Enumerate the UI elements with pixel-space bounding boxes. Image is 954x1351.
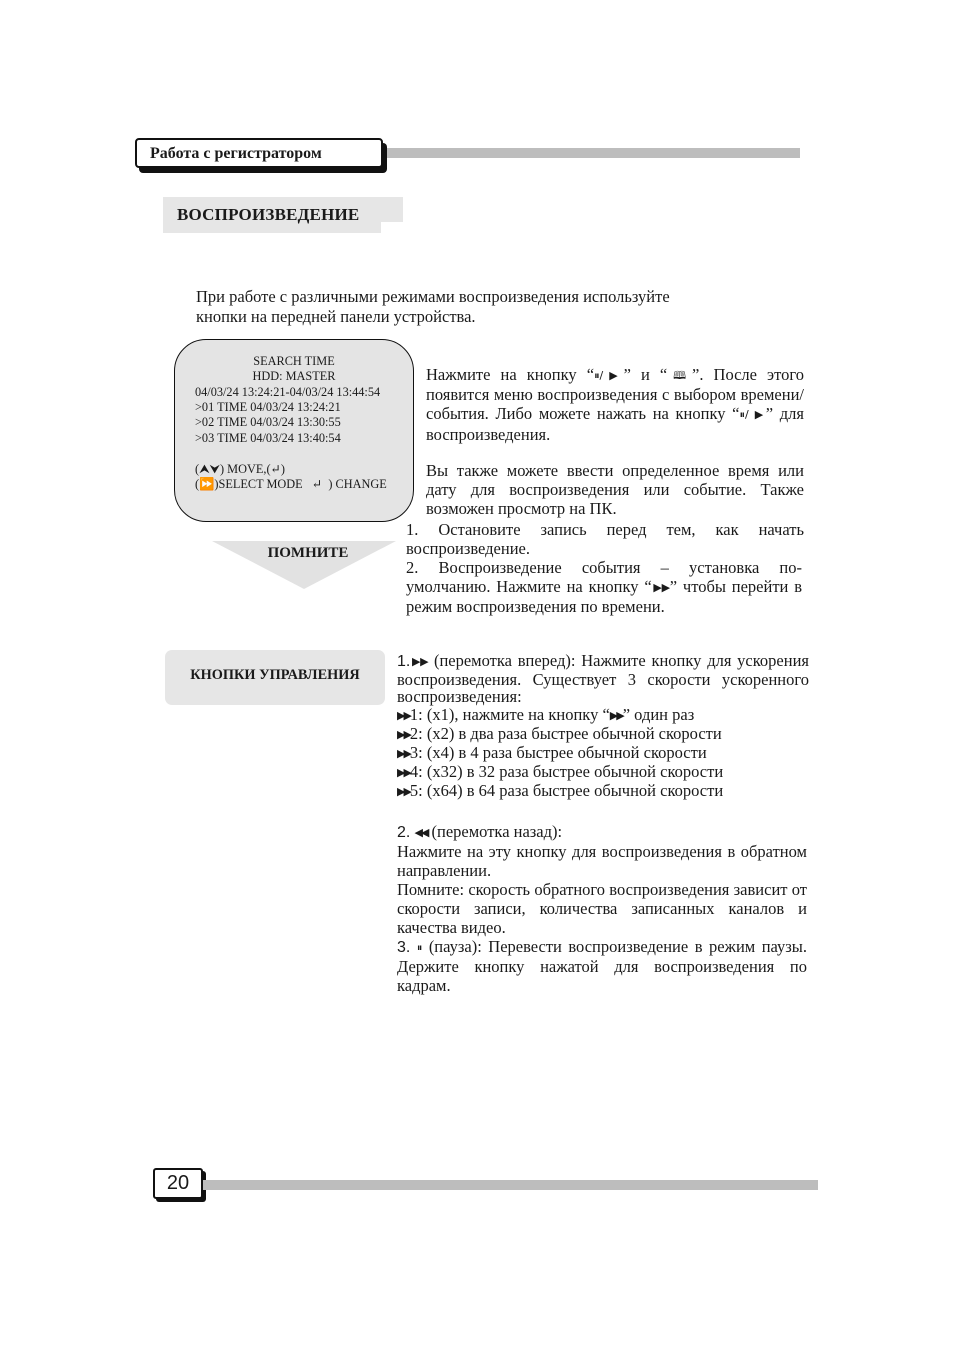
fast-forward-icon: ▶▶: [410, 655, 429, 668]
text-run: (пауза): Перевести воспроизведение в режим паузы. Держите кнопку нажатой для воспроизведения по кадрам.: [397, 937, 807, 996]
screen-select-hint: (⏩)SELECT MODE ↵ ) CHANGE: [195, 477, 387, 491]
text-run: ” для воспроизведения.: [426, 404, 805, 444]
text-run: ” и “: [623, 365, 668, 384]
screen-range: 04/03/24 13:24:21-04/03/24 13:44:54: [195, 385, 381, 399]
controls-label: КНОПКИ УПРАВЛЕНИЯ: [190, 667, 360, 683]
speed-item: [397, 762, 817, 782]
header-rule: [386, 148, 800, 158]
screen-entry: >01 TIME 04/03/24 13:24:21: [195, 400, 341, 414]
pause-play-icon: ⏸/ ▶: [739, 408, 766, 422]
screen-entry: >02 TIME 04/03/24 13:30:55: [195, 415, 341, 429]
text-run: ” один раз: [622, 705, 695, 724]
intro-line-1: При работе с различными режимами воспроизведения используйте: [196, 287, 670, 306]
text-run: 3: (x4) в 4 раза быстрее обычной скорости: [409, 743, 707, 762]
note-event-default: [406, 558, 802, 617]
text-run: (перемотка вперед): Нажмите кнопку для ускорения воспроизведения. Существует 3 скорости ускоренного воспроизведения:: [397, 651, 809, 706]
text-run: (перемотка назад):: [427, 822, 563, 841]
rewind-note: Помните: скорость обратного воспроизведения зависит от скорости записи, количества записанных каналов и качества видео.: [397, 880, 807, 938]
fast-forward-paragraph: [397, 652, 809, 706]
remember-label: ПОМНИТЕ: [267, 545, 349, 561]
rewind-title: [397, 822, 807, 842]
screen-title: SEARCH TIME: [253, 354, 335, 368]
speed-item: [397, 781, 817, 801]
text-run: 1: (x1), нажмите на кнопку “: [409, 705, 610, 724]
item-number: 3.: [397, 939, 411, 956]
speed-item: [397, 724, 817, 744]
text-run: 4: (x32) в 32 раза быстрее обычной скорости: [409, 762, 724, 781]
date-input-paragraph: Вы также можете ввести определенное время или дату для воспроизведения или событие. Также возможен просмотр на ПК.: [426, 461, 804, 519]
fast-forward-icon: ▶▶: [397, 785, 410, 798]
text-run: 2: (x2) в два раза быстрее обычной скорости: [409, 724, 722, 743]
note-stop-recording: 1. Остановите запись перед тем, как начать воспроизведение.: [406, 520, 804, 559]
screen-move-hint: (⮝⮟) MOVE,(↵): [195, 462, 285, 476]
fast-forward-icon: ▶▶: [651, 581, 670, 595]
chapter-header: Работа с регистратором: [135, 138, 383, 168]
intro-line-2: кнопки на передней панели устройства.: [196, 307, 476, 326]
pause-play-icon: ⏸/▶: [594, 369, 624, 382]
playback-instructions: [426, 365, 804, 444]
item-number: 2.: [397, 824, 411, 841]
rewind-paragraph: [397, 822, 807, 881]
search-time-screen: [174, 339, 414, 522]
fast-forward-icon: ▶▶: [397, 728, 410, 741]
intro-paragraph: [196, 287, 776, 327]
footer-rule: [203, 1180, 818, 1190]
speed-item: [397, 743, 817, 763]
speed-item: [397, 705, 817, 725]
screen-hdd: HDD: MASTER: [252, 369, 336, 383]
item-number: 1.: [397, 653, 411, 670]
text-run: ”. После этого появится меню воспроизведения с выбором времени/события. Либо можете нажать на кнопку “: [426, 365, 804, 424]
pause-icon: ⏸: [416, 941, 423, 954]
fast-forward-icon: ▶▶: [397, 709, 410, 722]
pause-paragraph: [397, 937, 807, 996]
rewind-icon: ◀◀: [414, 826, 428, 839]
section-title: ВОСПРОИЗВЕДЕНИЕ: [177, 205, 360, 224]
fast-forward-icon: ▶▶: [397, 766, 410, 779]
page-number: 20: [153, 1168, 203, 1199]
screen-entry: >03 TIME 04/03/24 13:40:54: [195, 431, 341, 445]
text-run: Нажмите на кнопку “: [426, 365, 595, 384]
text-run: ” чтобы перейти в режим воспроизведения по времени.: [406, 577, 803, 617]
text-run: 2. Воспроизведение события – установка по-умолчанию. Нажмите на кнопку “: [406, 558, 802, 597]
fast-forward-icon: ▶▶: [609, 709, 623, 722]
section-tab-notch: [381, 222, 405, 236]
fast-forward-icon: ▶▶: [397, 747, 410, 760]
rewind-text: Нажмите на эту кнопку для воспроизведения в обратном направлении.: [397, 842, 807, 881]
book-icon: 🕮: [667, 369, 693, 382]
text-run: 5: (x64) в 64 раза быстрее обычной скорости: [409, 781, 724, 800]
